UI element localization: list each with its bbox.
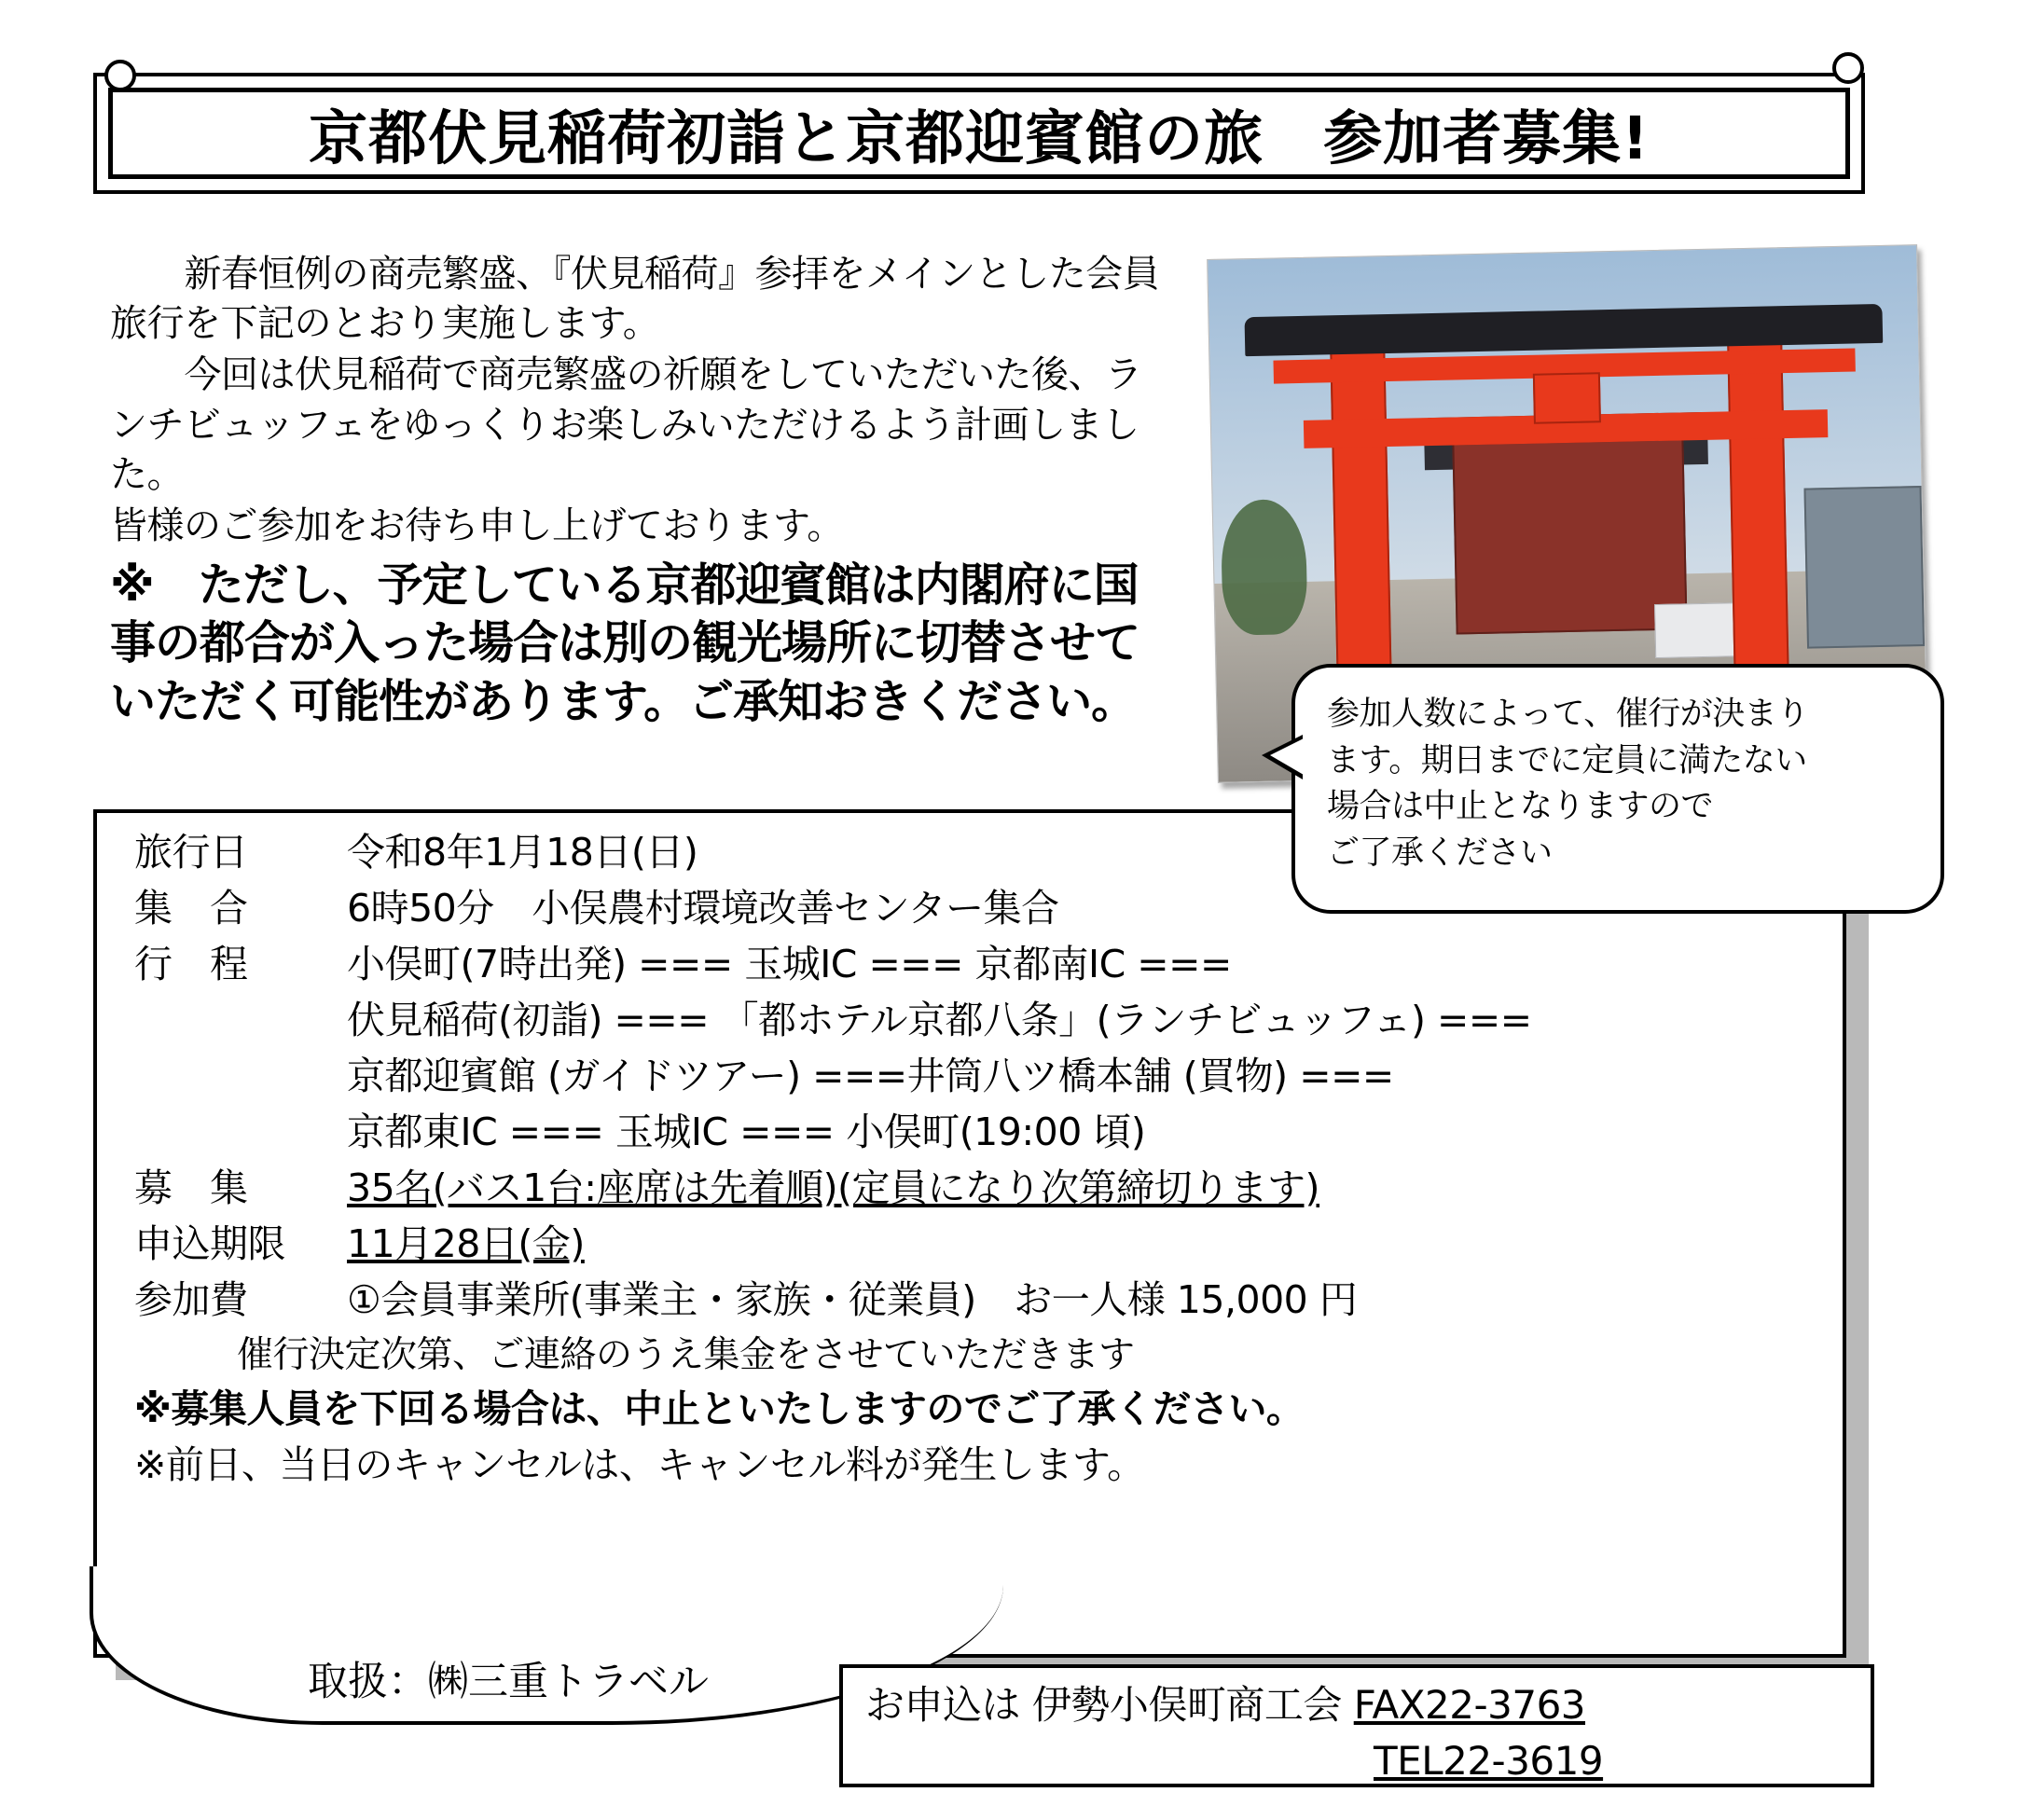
contact-row-fax [865,1677,1871,1733]
bubble-line-3: 場合は中止となりますので [1327,788,1714,826]
detail-fee-subnote: 催行決定次第、ご連絡のうえ集金をさせていただきます [237,1334,1135,1376]
pin-icon-left [104,60,136,91]
title-banner [93,73,1865,194]
row-label: 申込期限 [134,1221,285,1266]
detail-note-cancel: ※前日、当日のキャンセルは、キャンセル料が発生します。 [134,1442,1145,1487]
intro-line-1: 新春恒例の商売繁盛、『伏見稲荷』参拝をメインとした会員旅行を下記のとおり実施します。 [110,253,1160,346]
photo-torii-plaque [1533,372,1602,424]
photo-hall [1453,438,1687,635]
row-label: 募 集 [134,1165,248,1210]
agency-line: 取扱：㈱三重トラベル [308,1659,709,1705]
detail-row-itinerary-4 [134,1110,1824,1154]
detail-row-fee [134,1277,1824,1322]
intro-line-2: 今回は伏見稲荷で商売繁盛の祈願をしていただいた後、ランチビュッフェをゆっくりお楽しみいただけるよう計画しました。 [110,353,1142,496]
bubble-tail-inner [1270,738,1304,775]
row-value: 小俣町(7時出発) === 玉城IC === 京都南IC === [347,942,1232,986]
pin-icon-right [1832,52,1864,84]
row-value: 伏見稲荷(初詣) === 「都ホテル京都八条」(ランチビュッフェ) === [347,998,1532,1042]
detail-row-itinerary-2 [134,998,1824,1042]
title-frame [93,73,1865,194]
detail-row-itinerary-1 [134,942,1824,986]
row-label: 旅行日 [134,830,248,875]
detail-row-capacity [134,1165,1824,1210]
contact-tel-number: TEL22-3619 [1374,1737,1604,1784]
callout-bubble [1291,664,1944,914]
detail-rows [134,830,1824,1502]
detail-row-itinerary-3 [134,1054,1824,1098]
contact-lead-text: お申込は 伊勢小俣町商工会 [865,1682,1342,1728]
contact-box [839,1664,1874,1787]
bubble-line-2: ます。期日までに定員に満たない [1327,741,1807,779]
row-value: 11月28日(金) [347,1221,585,1266]
row-value: ①会員事業所(事業主・家族・従業員) お一人様 15,000 円 [347,1277,1358,1322]
detail-row-deadline [134,1221,1824,1266]
bubble-line-4: ご了承ください [1327,834,1553,873]
detail-box [93,809,1846,1658]
contact-fax-number: FAX22-3763 [1353,1682,1586,1728]
row-value: 令和8年1月18日(日) [347,830,698,875]
row-label: 集 合 [134,886,248,931]
row-value: 6時50分 小俣農村環境改善センター集合 [347,886,1059,931]
photo-building [1804,486,1925,649]
bubble-line-1: 参加人数によって、催行が決まり [1327,696,1809,733]
intro-caution-note: ※ ただし、予定している京都迎賓館は内閣府に国事の都合が入った場合は別の観光場所に切替させていただく可能性があります。ご承知おきください。 [110,558,1140,728]
row-value: 京都迎賓館 (ガイドツアー) ===井筒八ツ橋本舗 (買物) === [347,1054,1394,1098]
intro-paragraph [110,250,1164,733]
detail-note-minimum: ※募集人員を下回る場合は、中止といたしますのでご了承ください。 [134,1386,1305,1431]
intro-line-3: 皆様のご参加をお待ち申し上げております。 [110,503,844,547]
row-label: 参加費 [134,1277,248,1322]
contact-row-tel [865,1733,1871,1789]
row-value: 京都東IC === 玉城IC === 小俣町(19:00 頃) [347,1110,1146,1154]
row-label: 行 程 [134,942,248,986]
row-value: 35名(バス1台:座席は先着順)(定員になり次第締切ります) [347,1165,1320,1210]
page-title: 京都伏見稲荷初詣と京都迎賓館の旅 参加者募集! [309,103,1650,172]
